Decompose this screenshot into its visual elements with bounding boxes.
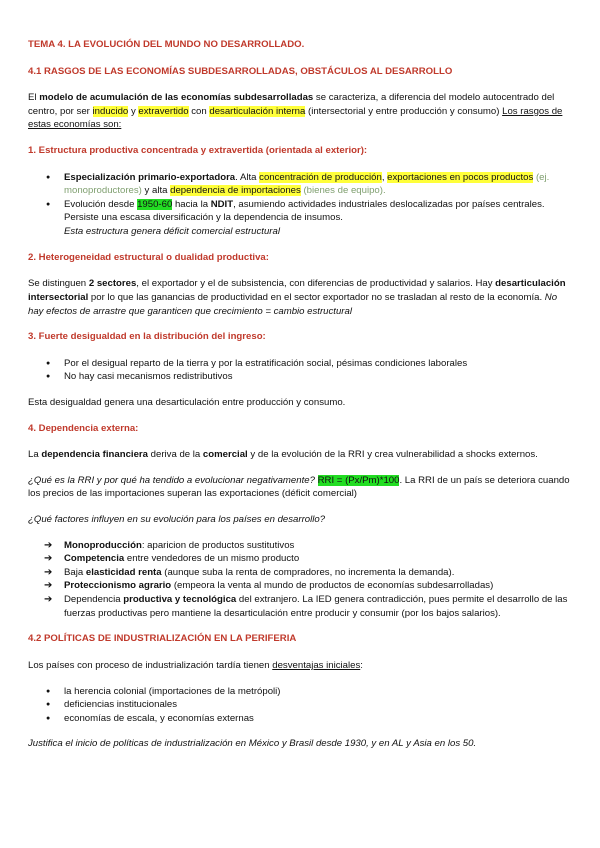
- italic-question: ¿Qué es la RRI y por qué ha tendido a evolucionar negativamente?: [28, 474, 315, 486]
- bold-text: Competencia: [64, 553, 125, 565]
- underlined-text: Los rasgos de estas economías son:: [28, 105, 563, 131]
- highlight-extravertido: extravertido: [138, 105, 189, 117]
- text: , asumiendo actividades industriales deslocalizadas por países centrales.: [233, 198, 545, 210]
- text: (intersectorial y entre producción y consumo): [305, 105, 503, 117]
- text: se caracteriza, a diferencia del modelo autocentrado del centro, por ser: [28, 92, 555, 117]
- text: entre vendedores de un mismo producto: [124, 553, 300, 565]
- highlight: concentración de producción: [259, 171, 382, 183]
- bold-text: dependencia financiera: [41, 449, 148, 461]
- highlight: exportaciones en pocos productos: [387, 171, 534, 183]
- section-4-1-intro: [28, 91, 570, 132]
- section-4-2-heading: 4.2 POLÍTICAS DE INDUSTRIALIZACIÓN EN LA PERIFERIA: [28, 633, 297, 645]
- list-item: [28, 552, 570, 566]
- point-2-heading: 2. Heterogeneidad estructural o dualidad productiva:: [28, 251, 269, 263]
- text-line: Persiste una escasa diversificación y la dependencia de insumos.: [64, 212, 343, 224]
- point-3-after: Esta desigualdad genera una desarticulación entre producción y consumo.: [28, 396, 346, 408]
- bold-text: modelo de acumulación de las economías subdesarrolladas: [39, 92, 314, 104]
- section-4-2-intro: [28, 659, 570, 673]
- text: Baja: [64, 566, 86, 578]
- bold-text: 2 sectores: [88, 278, 137, 290]
- list-item: ● deficiencias institucionales: [28, 698, 570, 712]
- point-2-paragraph: [28, 277, 570, 318]
- text: . Alta: [235, 171, 260, 183]
- point-3-list: [28, 357, 570, 384]
- text: y: [128, 105, 139, 117]
- text: y de la evolución de la RRI y crea vulnerabilidad a shocks externos.: [247, 449, 538, 461]
- section-4-1-heading: 4.1 RASGOS DE LAS ECONOMÍAS SUBDESARROLLADAS, OBSTÁCULOS AL DESARROLLO: [28, 65, 453, 77]
- point-4-heading: 4. Dependencia externa:: [28, 422, 139, 434]
- point-1-heading: 1. Estructura productiva concentrada y extravertida (orientada al exterior):: [28, 145, 368, 157]
- italic-note: Justifica el inicio de políticas de industrialización en México y Brasil desde 1930, y en AL y Asia en los 50.: [28, 738, 477, 750]
- point-4-question: [28, 513, 570, 527]
- point-3-heading: 3. Fuerte desigualdad en la distribución del ingreso:: [28, 331, 266, 343]
- bold-text: productiva y tecnológica: [123, 594, 237, 606]
- highlight: dependencia de importaciones: [170, 185, 301, 197]
- bold-text: desarticulación intersectorial: [28, 278, 566, 303]
- text: Evolución desde: [64, 198, 138, 210]
- text: Los países con proceso de industrialización tardía tienen: [28, 659, 273, 671]
- bold-text: comercial: [202, 449, 248, 461]
- highlight-green: 1950-60: [137, 198, 173, 210]
- list-item: ● economías de escala, y economías externas: [28, 712, 570, 726]
- list-item: [28, 566, 570, 580]
- note-text: (bienes de equipo).: [300, 185, 386, 197]
- list-item: [28, 579, 570, 593]
- bold-text: Especialización primario-exportadora: [64, 171, 236, 183]
- list-item: ● No hay casi mecanismos redistributivos: [28, 370, 570, 384]
- italic-note: Esta estructura genera déficit comercial estructural: [64, 226, 280, 238]
- text: por lo que las ganancias de productividad en el sector exportador no se trasladan al resto de la economía.: [88, 291, 545, 303]
- list-item: ● la herencia colonial (importaciones de la metrópoli): [28, 685, 570, 699]
- text: (empeora la venta al mundo de productos de economías subdesarrolladas): [171, 580, 494, 592]
- text: . La RRI de un país se deteriora cuando los precios de las importaciones superan las exportaciones (déficit comercial): [28, 474, 570, 500]
- text: con: [188, 105, 210, 117]
- point-1-list: [28, 171, 570, 239]
- bold-text: Monoproducción: [64, 539, 142, 551]
- list-item: [28, 593, 570, 620]
- text: : aparicion de productos sustitutivos: [141, 539, 295, 551]
- factors-list: [28, 539, 570, 621]
- point-4-paragraph-2: [28, 474, 570, 501]
- bold-text: elasticidad renta: [85, 566, 162, 578]
- point-4-paragraph-1: [28, 448, 570, 462]
- text: hacia la: [172, 198, 211, 210]
- bold-text: NDIT: [210, 198, 234, 210]
- text: Dependencia: [64, 594, 124, 606]
- section-4-2-list: [28, 685, 570, 726]
- text: ,: [381, 171, 388, 183]
- highlight-desarticulacion: desarticulación interna: [209, 105, 306, 117]
- italic-note: No hay efectos de arrastre que garanticen que crecimiento = cambio estructural: [28, 291, 558, 317]
- document-title: TEMA 4. LA EVOLUCIÓN DEL MUNDO NO DESARROLLADO.: [28, 39, 305, 50]
- text: , el exportador y el de subsistencia, con diferencias de productividad y salarios. Hay: [136, 278, 496, 290]
- text: La: [28, 449, 42, 461]
- text: :: [360, 659, 363, 671]
- section-4-2-closing: [28, 737, 570, 751]
- list-item: [28, 539, 570, 553]
- underlined-text: desventajas iniciales: [272, 659, 361, 671]
- note-text: (ej. monoproductores): [64, 171, 550, 197]
- list-item: [28, 198, 570, 239]
- text: y alta: [141, 185, 171, 197]
- text: deriva de la: [147, 449, 203, 461]
- text: Se distinguen: [28, 278, 89, 290]
- text: El: [28, 92, 40, 104]
- list-item: [28, 171, 570, 198]
- text: del extranjero. La IED genera contradicción, pues permite el desarrollo de las fuerzas productivas pero mantiene la desarticulación entre producir y consumir (por los bajos salarios).: [64, 594, 568, 619]
- text: (aunque suba la renta de compradores, no incrementa la demanda).: [161, 566, 455, 578]
- bold-text: Proteccionismo agrario: [64, 580, 172, 592]
- highlight-inducido: inducido: [92, 105, 129, 117]
- italic-question: ¿Qué factores influyen en su evolución para los países en desarrollo?: [28, 514, 326, 526]
- formula-highlight: RRI = (Px/Pm)*100: [317, 474, 400, 486]
- list-item: ● Por el desigual reparto de la tierra y por la estratificación social, pésimas condiciones laborales: [28, 357, 570, 371]
